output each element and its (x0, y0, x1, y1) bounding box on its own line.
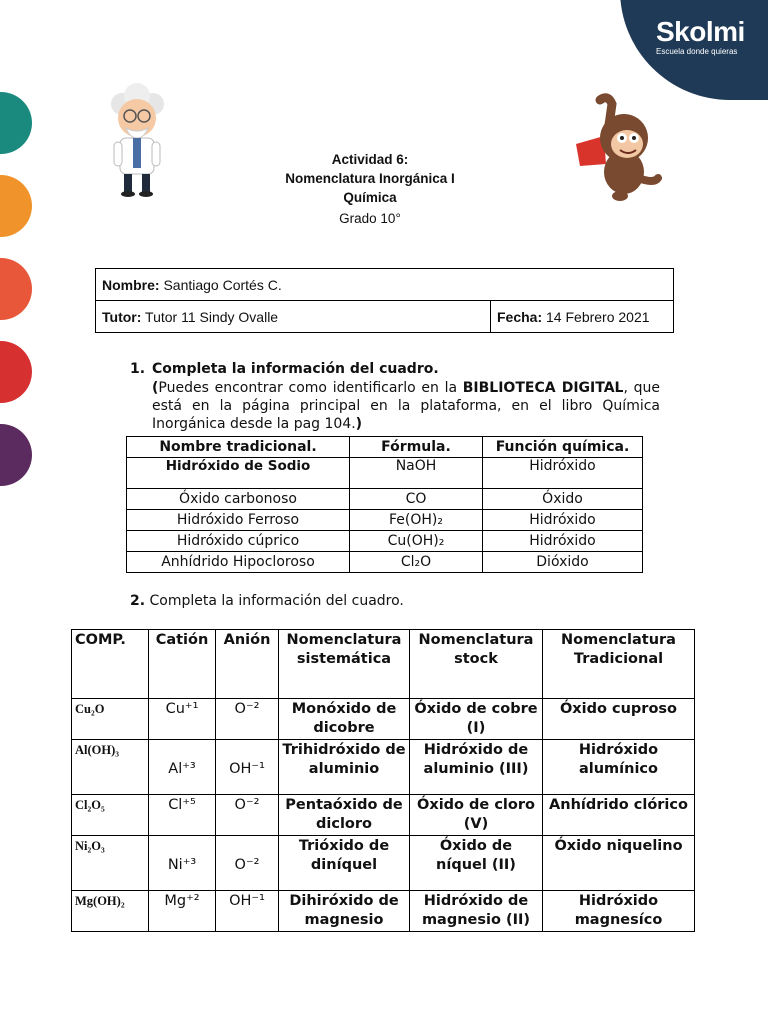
cell-name: Óxido carbonoso (127, 489, 350, 510)
column-header: Nombre tradicional. (127, 437, 350, 458)
column-header: Catión (149, 630, 216, 699)
name-label: Nombre: (102, 276, 160, 293)
cell-function: Dióxido (483, 552, 643, 573)
name-value: Santiago Cortés C. (163, 276, 282, 293)
table-row (127, 552, 643, 573)
topic-title: Nomenclatura Inorgánica I (285, 171, 455, 186)
cell-traditional: Hidróxido alumínico (543, 740, 695, 795)
table-row (72, 836, 695, 891)
purple-dot (0, 424, 32, 486)
cell-name: Anhídrido Hipocloroso (127, 552, 350, 573)
column-header: Función química. (483, 437, 643, 458)
cell-systematic: Trihidróxido de aluminio (279, 740, 410, 795)
teal-dot (0, 92, 32, 154)
cell-systematic: Trióxido de diníquel (279, 836, 410, 891)
cell-stock: Hidróxido de magnesio (II) (410, 891, 543, 932)
cell-function: Hidróxido (483, 510, 643, 531)
cell-function: Óxido (483, 489, 643, 510)
question-2-title: Completa la información del cuadro. (149, 593, 404, 609)
activity-title: Actividad 6: (331, 152, 409, 167)
red-dot (0, 341, 32, 403)
cell-cation: Ni⁺³ (149, 836, 216, 891)
paren-open: ( (152, 380, 159, 396)
cell-stock: Óxido de níquel (II) (410, 836, 543, 891)
question-1-title: Completa la información del cuadro. (152, 361, 439, 377)
cell-systematic: Pentaóxido de dicloro (279, 795, 410, 836)
instructions-text-1: Puedes encontrar como identificarlo en la (158, 380, 463, 396)
table-row (72, 699, 695, 740)
cell-cation: Cl⁺⁵ (149, 795, 216, 836)
cell-compound: Cl₂O₅ (72, 795, 149, 836)
table-row (72, 891, 695, 932)
table-header-row (72, 630, 695, 699)
cell-systematic: Monóxido de dicobre (279, 699, 410, 740)
brand-name: Skolmi (656, 16, 745, 47)
cell-compound: Ni₂O₃ (72, 836, 149, 891)
orange-dot (0, 175, 32, 237)
cell-traditional: Óxido cuproso (543, 699, 695, 740)
table-row (127, 458, 643, 489)
question-2-number: 2. (130, 593, 146, 609)
cell-formula: CO (350, 489, 483, 510)
cell-anion: O⁻² (216, 795, 279, 836)
functions-table (126, 436, 643, 573)
tutor-label: Tutor: (102, 308, 142, 325)
cell-traditional: Anhídrido clórico (543, 795, 695, 836)
question-1-number: 1. (130, 361, 146, 377)
nomenclature-table (71, 629, 695, 932)
cell-formula: Cu(OH)₂ (350, 531, 483, 552)
cell-cation: Al⁺³ (149, 740, 216, 795)
column-header: Anión (216, 630, 279, 699)
scientist-illustration (100, 82, 175, 200)
tutor-cell (96, 301, 491, 333)
table-row (72, 795, 695, 836)
column-header: Nomenclatura stock (410, 630, 543, 699)
red-orange-dot (0, 258, 32, 320)
cell-formula: NaOH (350, 458, 483, 489)
cell-anion: O⁻² (216, 836, 279, 891)
cell-formula: Fe(OH)₂ (350, 510, 483, 531)
cell-compound: Cu₂O (72, 699, 149, 740)
cell-stock: Hidróxido de aluminio (III) (410, 740, 543, 795)
table-row (127, 489, 643, 510)
cell-formula: Cl₂O (350, 552, 483, 573)
cell-cation: Cu⁺¹ (149, 699, 216, 740)
cell-cation: Mg⁺² (149, 891, 216, 932)
date-label: Fecha: (497, 308, 543, 325)
instructions-text-2: , que está en la página principal en la plataforma, en el libro Química Inorgánica desde la pag 104. (152, 380, 660, 432)
question-1-instructions (152, 379, 660, 433)
cell-traditional: Óxido niquelino (543, 836, 695, 891)
cell-name: Hidróxido Ferroso (127, 510, 350, 531)
cell-anion: OH⁻¹ (216, 740, 279, 795)
cell-compound: Al(OH)₃ (72, 740, 149, 795)
cell-name: Hidróxido de Sodio (127, 458, 350, 489)
brand-tagline: Escuela donde quieras (656, 47, 738, 56)
cell-traditional: Hidróxido magnesíco (543, 891, 695, 932)
cell-function: Hidróxido (483, 531, 643, 552)
subject-title: Química (343, 190, 397, 205)
column-header: Nomenclatura Tradicional (543, 630, 695, 699)
paren-close: ) (355, 416, 363, 432)
column-header: Nomenclatura sistemática (279, 630, 410, 699)
column-header: Fórmula. (350, 437, 483, 458)
table-row (127, 531, 643, 552)
document-header (220, 150, 520, 228)
biblioteca-digital-text: BIBLIOTECA DIGITAL (462, 380, 624, 396)
date-cell (491, 301, 674, 333)
table-row (72, 740, 695, 795)
student-info-table (95, 268, 674, 333)
cell-function: Hidróxido (483, 458, 643, 489)
cell-systematic: Dihiróxido de magnesio (279, 891, 410, 932)
name-cell (96, 269, 674, 301)
table-row (127, 510, 643, 531)
column-header: COMP. (72, 630, 149, 699)
grade-label: Grado 10° (339, 211, 401, 226)
cell-anion: O⁻² (216, 699, 279, 740)
table-header-row (127, 437, 643, 458)
monkey-illustration (572, 92, 664, 204)
cell-name: Hidróxido cúprico (127, 531, 350, 552)
question-2 (130, 593, 404, 609)
cell-compound: Mg(OH)₂ (72, 891, 149, 932)
cell-stock: Óxido de cloro (V) (410, 795, 543, 836)
cell-anion: OH⁻¹ (216, 891, 279, 932)
tutor-value: Tutor 11 Sindy Ovalle (145, 308, 279, 325)
cell-stock: Óxido de cobre (I) (410, 699, 543, 740)
date-value: 14 Febrero 2021 (546, 308, 650, 325)
